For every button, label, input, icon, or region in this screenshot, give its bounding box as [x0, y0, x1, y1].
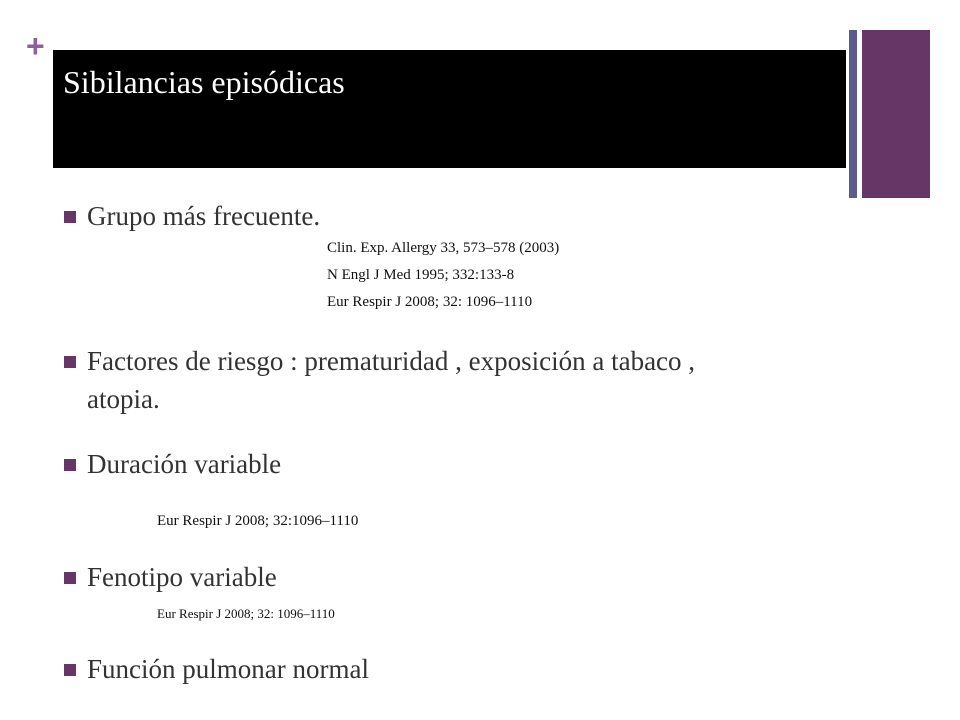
- bullet-text: Duración variable: [87, 449, 282, 479]
- title-bar: [53, 50, 846, 168]
- bullet-text-line1: Factores de riesgo : prematuridad , exposición a tabaco ,: [87, 346, 696, 376]
- reference-citation: Eur Respir J 2008; 32: 1096–1110: [327, 294, 533, 310]
- reference-citation: Clin. Exp. Allergy 33, 573–578 (2003): [327, 240, 560, 256]
- bullet-text: Función pulmonar normal: [87, 654, 369, 684]
- bullet-square-icon: [64, 664, 76, 676]
- bullet-square-icon: [64, 459, 76, 471]
- reference-citation: Eur Respir J 2008; 32:1096–1110: [157, 513, 359, 529]
- bullet-square-icon: [64, 211, 76, 223]
- bullet-square-icon: [64, 356, 76, 368]
- bullet-text-line2: atopia.: [87, 384, 160, 414]
- decorative-stripe-thin: [849, 30, 857, 198]
- reference-citation: N Engl J Med 1995; 332:133-8: [327, 267, 515, 283]
- plus-icon: +: [26, 28, 45, 64]
- decorative-stripe-thick: [862, 30, 930, 198]
- bullet-text: Grupo más frecuente.: [87, 201, 321, 231]
- reference-citation: Eur Respir J 2008; 32: 1096–1110: [157, 606, 335, 621]
- slide-title: Sibilancias episódicas: [63, 64, 345, 100]
- bullet-square-icon: [64, 572, 76, 584]
- bullet-text: Fenotipo variable: [87, 562, 277, 592]
